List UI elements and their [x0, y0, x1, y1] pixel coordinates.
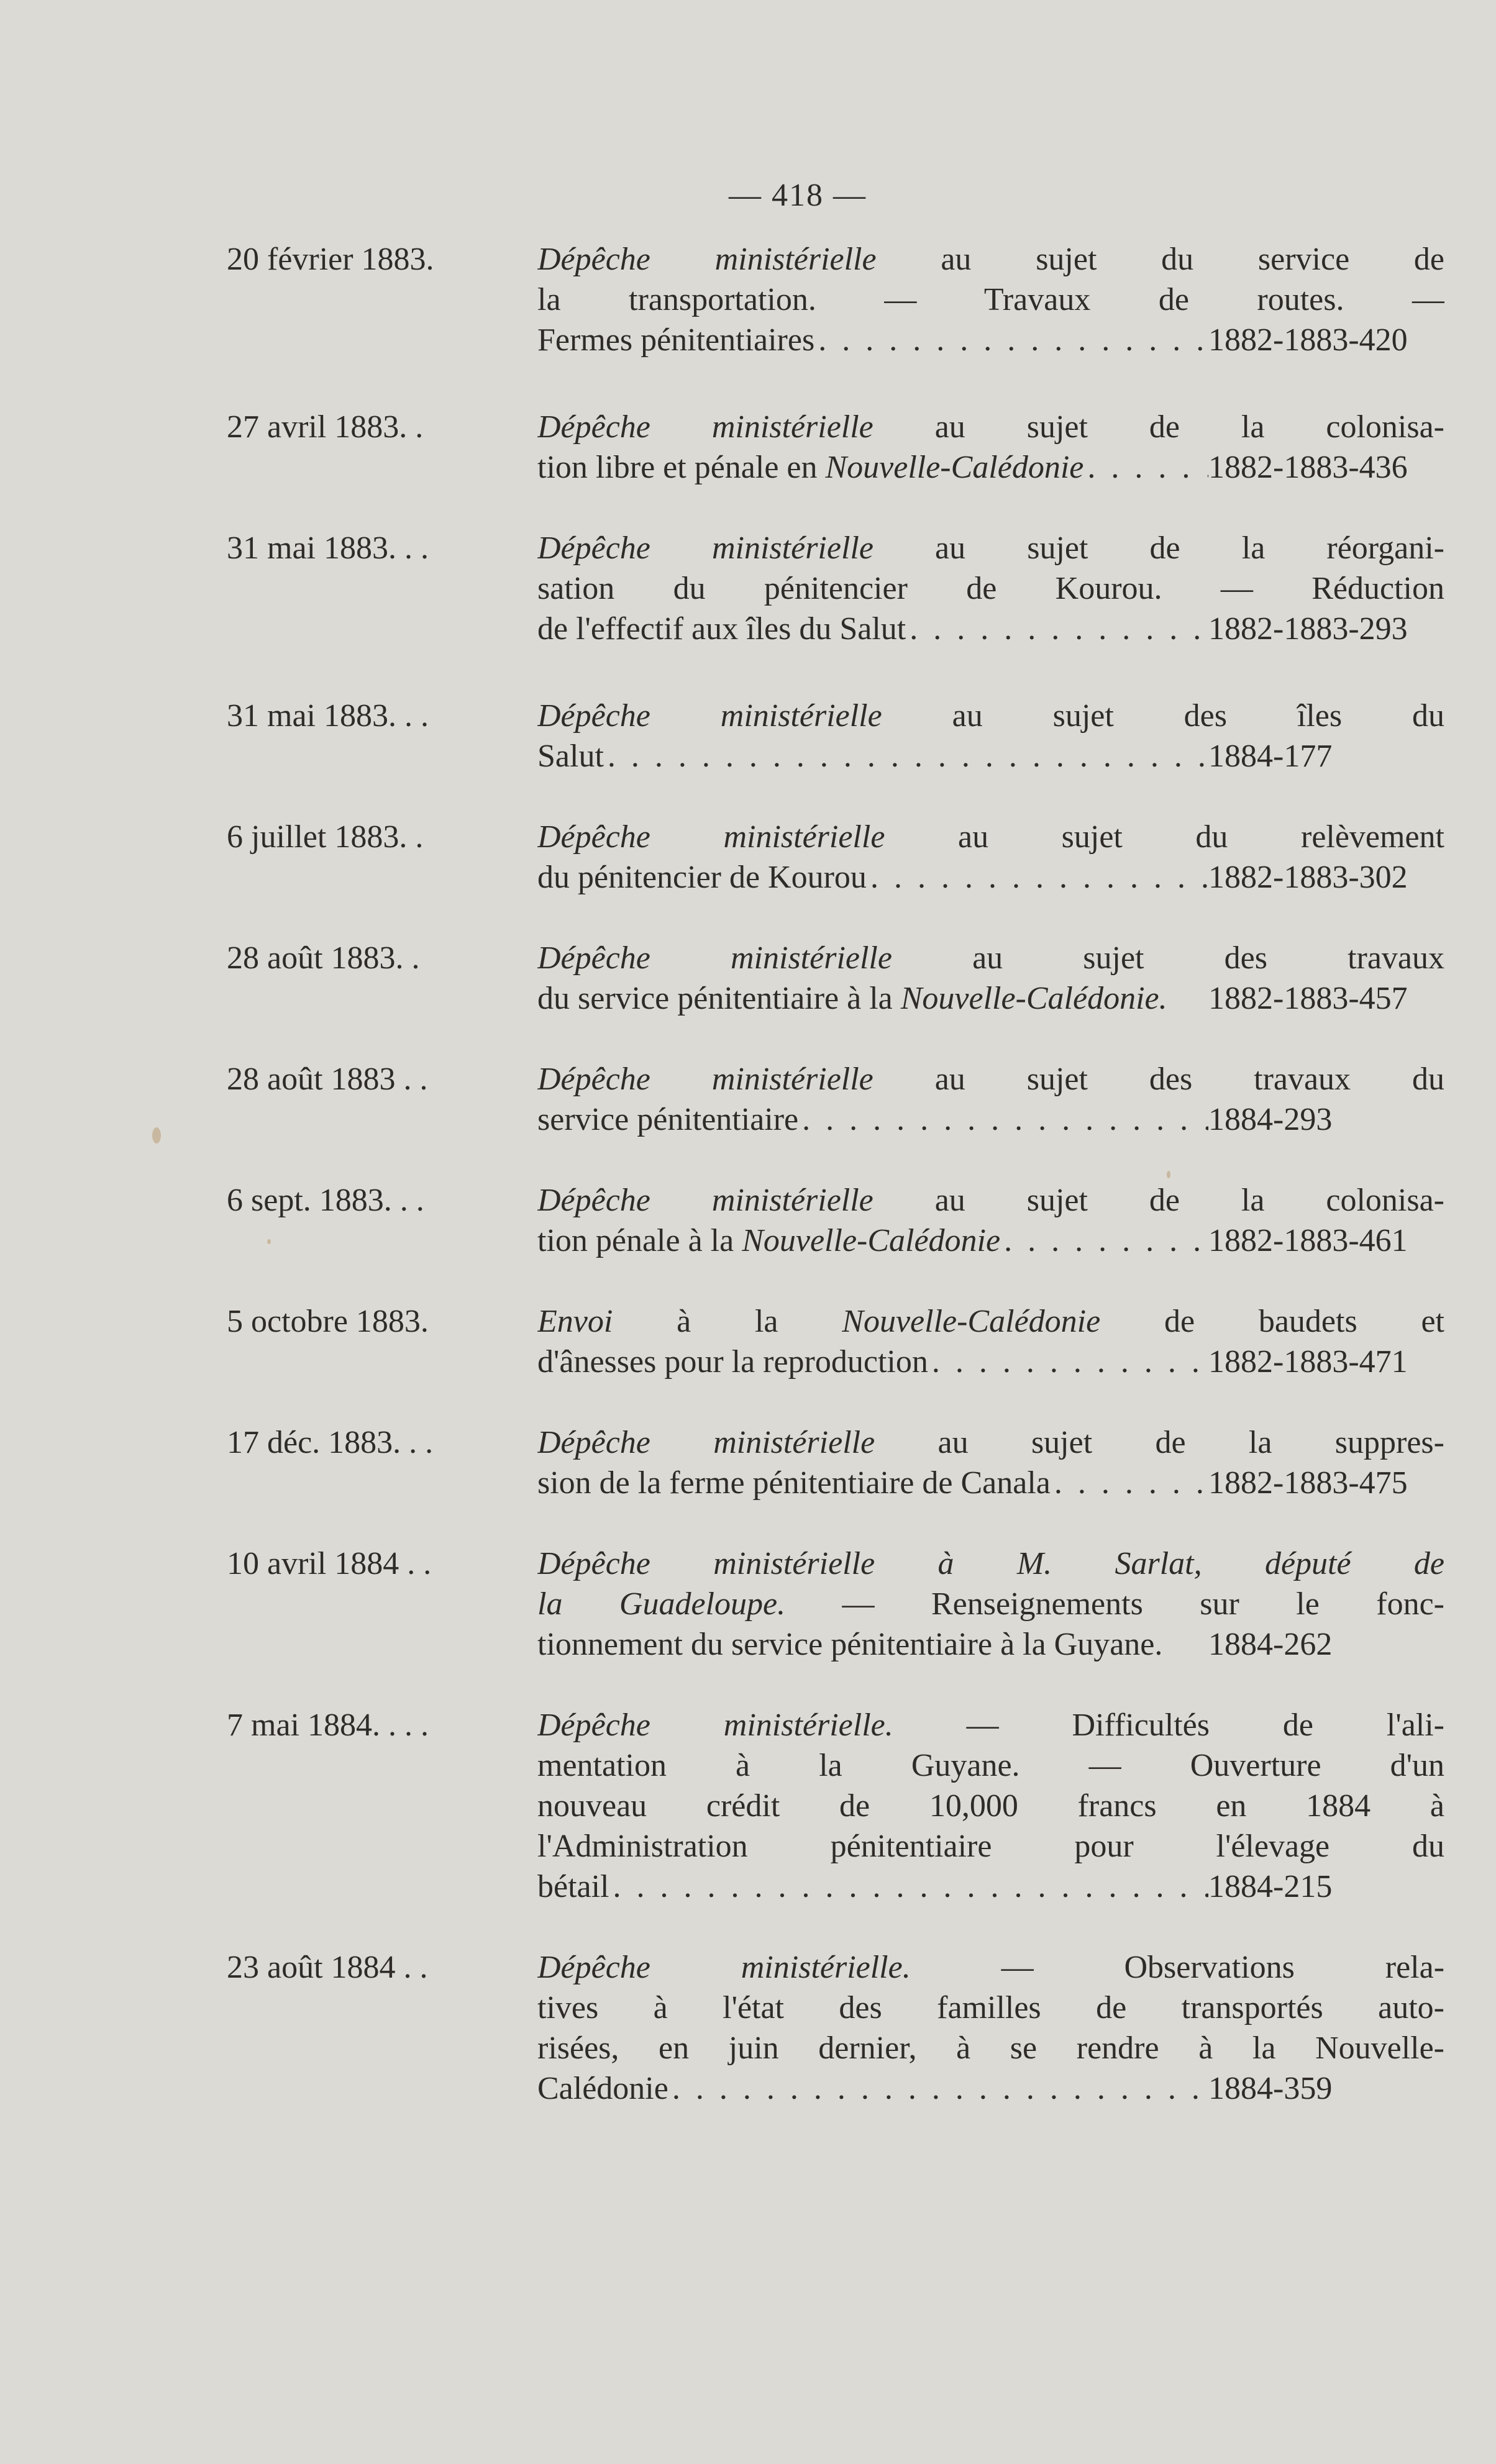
- italic-text: Nouvelle-Calédonie: [825, 450, 1084, 485]
- entry-date: 27 avril 1883. .: [227, 409, 424, 445]
- line-text: [537, 1624, 1162, 1665]
- entry-date: 7 mai 1884. . . .: [227, 1707, 429, 1743]
- text-line: [537, 1301, 1444, 1342]
- text-line: [537, 239, 1444, 280]
- text-segment: du service pénitentiaire à la: [537, 981, 901, 1016]
- entry-description: [537, 1180, 1444, 1261]
- line-text: [537, 1745, 1444, 1786]
- text-line: [537, 817, 1444, 857]
- line-text: [537, 1866, 609, 1907]
- dot-leader: [609, 1866, 1208, 1907]
- entry-description: [537, 528, 1444, 649]
- line-text: [537, 1099, 798, 1140]
- page-reference: 1882-1883-471: [1208, 1344, 1408, 1380]
- text-line: [537, 1543, 1444, 1584]
- page-number: — 418 —: [729, 178, 867, 213]
- italic-text: Dépêche ministérielle: [537, 698, 882, 734]
- text-line: [537, 2068, 1444, 2109]
- text-segment: — Renseignements sur le fonc-: [785, 1586, 1444, 1622]
- text-segment: service pénitentiaire: [537, 1102, 799, 1137]
- text-segment: bétail: [537, 1869, 609, 1904]
- italic-text: Nouvelle-Calédonie.: [900, 981, 1167, 1016]
- dot-leader: [814, 320, 1208, 360]
- text-line: [537, 1624, 1444, 1665]
- text-segment: Fermes pénitentiaires: [537, 322, 815, 358]
- italic-text: Nouvelle-Calédonie: [742, 1223, 1001, 1258]
- text-segment: au sujet du relèvement: [885, 819, 1444, 855]
- line-text: [537, 447, 1083, 488]
- text-line: [537, 978, 1444, 1019]
- text-segment: au sujet des travaux du: [873, 1062, 1444, 1097]
- entry-description: [537, 407, 1444, 488]
- line-text: [537, 817, 1444, 857]
- line-text: [537, 239, 1444, 280]
- text-segment: de baudets et: [1100, 1304, 1444, 1339]
- text-segment: nouveau crédit de 10,000 francs en 1884 à: [537, 1788, 1444, 1824]
- entry-description: [537, 1301, 1444, 1382]
- text-line: [537, 1826, 1444, 1866]
- text-line: [537, 1584, 1444, 1624]
- text-line: [537, 2028, 1444, 2068]
- entry-date: 31 mai 1883. . .: [227, 530, 429, 566]
- text-segment: au sujet des travaux: [892, 940, 1444, 976]
- text-segment: l'Administration pénitentiaire pour l'élevage du: [537, 1829, 1444, 1864]
- entry-description: [537, 1947, 1444, 2109]
- entry-date: 28 août 1883 . .: [227, 1062, 428, 1097]
- text-line: [537, 1947, 1444, 1988]
- line-text: [537, 1059, 1444, 1099]
- entry-date: 17 déc. 1883. . .: [227, 1425, 434, 1460]
- line-text: [537, 1180, 1444, 1221]
- text-line: [537, 1342, 1444, 1382]
- entry-date: 28 août 1883. .: [227, 940, 420, 976]
- line-text: [537, 1463, 1051, 1503]
- page-reference: 1882-1883-420: [1208, 322, 1408, 358]
- entry-description: [537, 1705, 1444, 1907]
- text-line: [537, 696, 1444, 736]
- line-text: [537, 528, 1444, 568]
- line-text: [537, 320, 814, 360]
- text-segment: tionnement du service pénitentiaire à la Guyane.: [537, 1627, 1163, 1662]
- italic-text: Dépêche ministérielle: [537, 1183, 873, 1218]
- dot-leader: [906, 609, 1208, 649]
- line-text: [537, 2028, 1444, 2068]
- text-line: [537, 938, 1444, 978]
- text-segment: mentation à la Guyane. — Ouverture d'un: [537, 1748, 1444, 1783]
- line-text: [537, 1342, 928, 1382]
- text-line: [537, 1422, 1444, 1463]
- page-reference: 1882-1883-461: [1208, 1223, 1408, 1258]
- page-reference: 1882-1883-457: [1208, 981, 1408, 1016]
- entry-description: [537, 1059, 1444, 1140]
- text-segment: tives à l'état des familles de transportés auto-: [537, 1990, 1444, 2025]
- page-reference: 1882-1883-475: [1208, 1465, 1408, 1501]
- line-text: [537, 280, 1444, 320]
- dot-leader: [798, 1099, 1208, 1140]
- italic-text: Dépêche ministérielle à M. Sarlat, député de: [537, 1546, 1444, 1581]
- line-text: [537, 736, 604, 776]
- text-segment: au sujet des îles du: [882, 698, 1444, 734]
- line-text: [537, 2068, 668, 2109]
- line-text: [537, 407, 1444, 447]
- text-line: [537, 1099, 1444, 1140]
- text-line: [537, 1180, 1444, 1221]
- italic-text: Dépêche ministérielle.: [537, 1950, 911, 1985]
- line-text: [537, 1826, 1444, 1866]
- line-text: [537, 568, 1444, 609]
- line-text: [537, 1947, 1444, 1988]
- line-text: [537, 1786, 1444, 1826]
- text-line: [537, 1786, 1444, 1826]
- italic-text: Dépêche ministérielle: [537, 530, 873, 566]
- paper-stain: [267, 1239, 271, 1244]
- text-segment: tion pénale à la: [537, 1223, 742, 1258]
- text-line: [537, 736, 1444, 776]
- page-reference: 1884-177: [1208, 739, 1333, 774]
- entry-date: 6 sept. 1883. . .: [227, 1183, 424, 1218]
- text-segment: au sujet de la colonisa-: [873, 409, 1444, 445]
- page-reference: 1884-359: [1208, 2071, 1333, 2106]
- line-text: [537, 1584, 1444, 1624]
- entry-description: [537, 817, 1444, 898]
- text-line: [537, 528, 1444, 568]
- paper-stain: [1167, 1171, 1170, 1178]
- text-line: [537, 609, 1444, 649]
- dot-leader: [1083, 447, 1208, 488]
- entry-date: 5 octobre 1883.: [227, 1304, 429, 1339]
- text-line: [537, 1705, 1444, 1745]
- page-reference: 1884-215: [1208, 1869, 1333, 1904]
- text-segment: la transportation. — Travaux de routes. —: [537, 282, 1444, 317]
- italic-text: Nouvelle-Calédonie: [842, 1304, 1101, 1339]
- text-segment: Salut: [537, 739, 604, 774]
- line-text: [537, 609, 906, 649]
- dot-leader: [867, 857, 1208, 898]
- page-reference: 1884-293: [1208, 1102, 1333, 1137]
- page-reference: 1882-1883-302: [1208, 860, 1408, 895]
- text-line: [537, 280, 1444, 320]
- text-segment: tion libre et pénale en: [537, 450, 826, 485]
- italic-text: Dépêche ministérielle.: [537, 1707, 893, 1743]
- text-segment: à la: [613, 1304, 842, 1339]
- entry-description: [537, 696, 1444, 776]
- line-text: [537, 938, 1444, 978]
- line-text: [537, 857, 867, 898]
- line-text: [537, 696, 1444, 736]
- text-line: [537, 1463, 1444, 1503]
- entry-date: 23 août 1884 . .: [227, 1950, 428, 1985]
- dot-leader: [1051, 1463, 1208, 1503]
- entry-description: [537, 1543, 1444, 1665]
- line-text: [537, 1301, 1444, 1342]
- line-text: [537, 1422, 1444, 1463]
- text-segment: sation du pénitencier de Kourou. — Réduction: [537, 571, 1444, 606]
- line-text: [537, 1543, 1444, 1584]
- entry-date: 31 mai 1883. . .: [227, 698, 429, 734]
- italic-text: Dépêche ministérielle: [537, 1062, 873, 1097]
- text-line: [537, 1221, 1444, 1261]
- italic-text: Dépêche ministérielle: [537, 819, 885, 855]
- text-segment: risées, en juin dernier, à se rendre à la Nouvelle-: [537, 2030, 1444, 2066]
- italic-text: Dépêche ministérielle: [537, 409, 873, 445]
- entry-date: 20 février 1883.: [227, 242, 434, 277]
- italic-text: la Guadeloupe.: [537, 1586, 786, 1622]
- text-line: [537, 447, 1444, 488]
- text-line: [537, 1059, 1444, 1099]
- line-text: [537, 1221, 1000, 1261]
- dot-leader: [928, 1342, 1208, 1382]
- text-line: [537, 1745, 1444, 1786]
- page-reference: 1882-1883-436: [1208, 450, 1408, 485]
- text-segment: — Observations rela-: [910, 1950, 1444, 1985]
- dot-leader: [1000, 1221, 1208, 1261]
- entry-description: [537, 1422, 1444, 1503]
- text-segment: du pénitencier de Kourou: [537, 860, 867, 895]
- italic-text: Dépêche ministérielle: [537, 940, 892, 976]
- text-line: [537, 320, 1444, 360]
- text-segment: sion de la ferme pénitentiaire de Canala: [537, 1465, 1051, 1501]
- line-text: [537, 1705, 1444, 1745]
- entry-date: 6 juillet 1883. .: [227, 819, 424, 855]
- dot-leader: [604, 736, 1208, 776]
- text-segment: au sujet de la colonisa-: [873, 1183, 1444, 1218]
- text-segment: Calédonie: [537, 2071, 668, 2106]
- italic-text: Dépêche ministérielle: [537, 242, 877, 277]
- text-line: [537, 857, 1444, 898]
- italic-text: Envoi: [537, 1304, 613, 1339]
- text-line: [537, 1866, 1444, 1907]
- dot-leader: [668, 2068, 1208, 2109]
- line-text: [537, 978, 1167, 1019]
- entry-description: [537, 239, 1444, 360]
- italic-text: Dépêche ministérielle: [537, 1425, 875, 1460]
- page-reference: 1884-262: [1208, 1627, 1333, 1662]
- entry-description: [537, 938, 1444, 1019]
- text-segment: au sujet du service de: [876, 242, 1444, 277]
- text-segment: d'ânesses pour la reproduction: [537, 1344, 928, 1380]
- paper-stain: [152, 1127, 161, 1143]
- text-line: [537, 568, 1444, 609]
- text-line: [537, 407, 1444, 447]
- entry-date: 10 avril 1884 . .: [227, 1546, 432, 1581]
- text-segment: — Difficultés de l'ali-: [893, 1707, 1444, 1743]
- text-segment: au sujet de la suppres-: [875, 1425, 1444, 1460]
- text-segment: de l'effectif aux îles du Salut: [537, 611, 906, 647]
- line-text: [537, 1988, 1444, 2028]
- text-line: [537, 1988, 1444, 2028]
- text-segment: au sujet de la réorgani-: [873, 530, 1444, 566]
- page-reference: 1882-1883-293: [1208, 611, 1408, 647]
